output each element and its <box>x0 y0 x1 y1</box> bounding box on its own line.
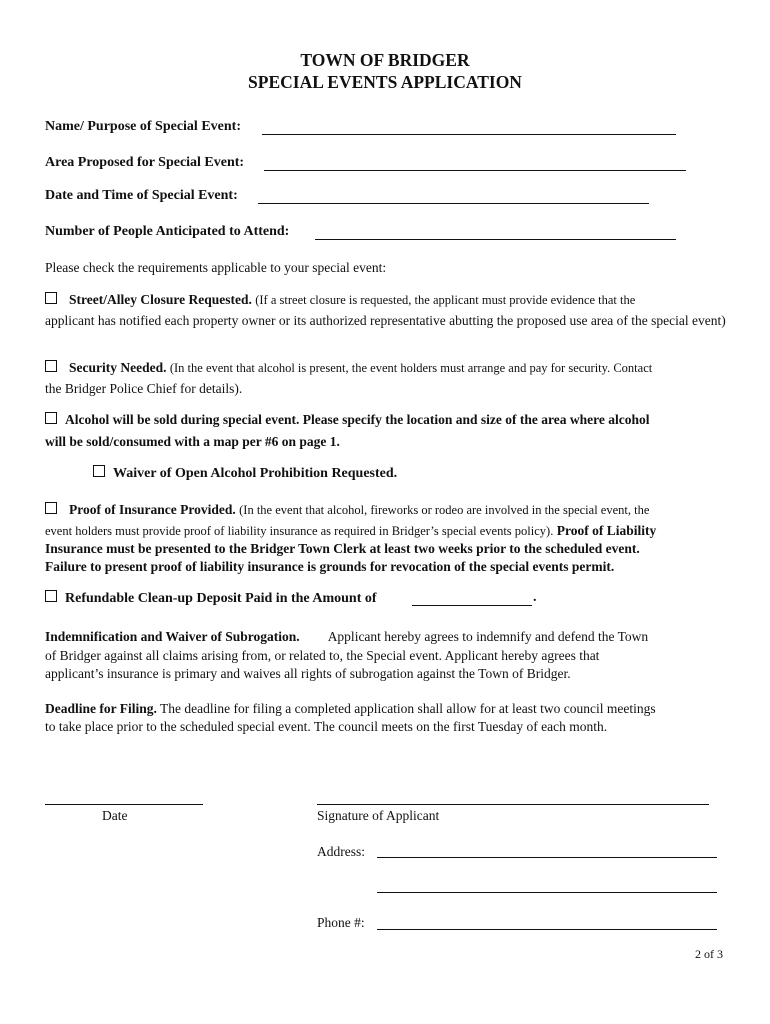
security-item <box>45 359 727 377</box>
deposit-item <box>45 590 377 607</box>
date-label: Date <box>102 808 128 823</box>
instructions-text: Please check the requirements applicable to your special event: <box>45 260 387 275</box>
insurance-detail-b: event holders must provide proof of liability insurance as required in Bridger’s special events policy). <box>45 524 554 538</box>
street-closure-label: Street/Alley Closure Requested. <box>69 292 252 307</box>
security-detail-a: (In the event that alcohol is present, the event holders must arrange and pay for security. Contact <box>169 361 653 375</box>
area-label: Area Proposed for Special Event: <box>45 155 245 170</box>
insurance-bold-d: Failure to present proof of liability insurance is grounds for revocation of the special events permit. <box>45 559 615 574</box>
deadline-text-1: The deadline for filing a completed application shall allow for at least two council meetings <box>160 701 656 716</box>
applicant-signature-line[interactable] <box>317 804 709 805</box>
deadline-text-2: to take place prior to the scheduled special event. The council meets on the first Tuesday of each month. <box>45 719 608 734</box>
waiver-item <box>93 465 397 482</box>
title-line-2: SPECIAL EVENTS APPLICATION <box>248 72 522 92</box>
name-purpose-label: Name/ Purpose of Special Event: <box>45 119 241 134</box>
alcohol-item <box>45 411 727 429</box>
date-time-label: Date and Time of Special Event: <box>45 188 238 203</box>
insurance-bold-b: Proof of Liability <box>556 523 657 538</box>
security-checkbox[interactable] <box>45 360 57 372</box>
address-label: Address: <box>317 844 365 859</box>
num-people-label: Number of People Anticipated to Attend: <box>45 224 290 239</box>
page-number: 2 of 3 <box>695 947 723 961</box>
street-closure-detail-b: applicant has notified each property owner or its authorized representative abutting the proposed use area of the special event) <box>45 313 726 328</box>
phone-label: Phone #: <box>317 915 365 930</box>
date-signature-line[interactable] <box>45 804 203 805</box>
insurance-bold-c: Insurance must be presented to the Bridger Town Clerk at least two weeks prior to the scheduled event. <box>45 541 640 556</box>
deposit-checkbox[interactable] <box>45 590 57 602</box>
deadline-heading: Deadline for Filing. <box>45 701 157 716</box>
deposit-label: Refundable Clean-up Deposit Paid in the Amount of <box>65 591 377 606</box>
deadline-line-1 <box>45 700 727 718</box>
title-line-1: TOWN OF BRIDGER <box>300 50 470 70</box>
waiver-label: Waiver of Open Alcohol Prohibition Requested. <box>113 466 398 481</box>
insurance-detail-a: (In the event that alcohol, fireworks or rodeo are involved in the special event, the <box>239 503 650 517</box>
street-closure-checkbox[interactable] <box>45 292 57 304</box>
alcohol-label-b: will be sold/consumed with a map per #6 on page 1. <box>45 434 340 449</box>
street-closure-detail-a: (If a street closure is requested, the applicant must provide evidence that the <box>255 293 636 307</box>
alcohol-label-a: Alcohol will be sold during special event. Please specify the location and size of the area where alcohol <box>65 412 650 427</box>
name-purpose-input-line[interactable] <box>262 134 676 135</box>
indemnification-text-2: of Bridger against all claims arising from, or related to, the Special event. Applicant hereby agrees that <box>45 648 600 663</box>
indemnification-text-1: Applicant hereby agrees to indemnify and defend the Town <box>327 629 649 644</box>
address-line-2[interactable] <box>377 892 717 893</box>
security-detail-b: the Bridger Police Chief for details). <box>45 381 243 396</box>
waiver-checkbox[interactable] <box>93 465 105 477</box>
street-closure-item <box>45 291 727 309</box>
phone-line[interactable] <box>377 929 717 930</box>
deposit-amount-line[interactable] <box>412 605 532 606</box>
signature-label: Signature of Applicant <box>317 808 440 823</box>
insurance-label: Proof of Insurance Provided. <box>69 502 236 517</box>
deposit-period: . <box>533 590 537 605</box>
alcohol-checkbox[interactable] <box>45 412 57 424</box>
num-people-input-line[interactable] <box>315 239 676 240</box>
area-input-line[interactable] <box>264 170 686 171</box>
indemnification-line-1 <box>45 628 727 646</box>
insurance-line-b <box>45 522 727 540</box>
address-line-1[interactable] <box>377 857 717 858</box>
insurance-item <box>45 501 727 519</box>
indemnification-text-3: applicant’s insurance is primary and waives all rights of subrogation against the Town of Bridger. <box>45 666 571 681</box>
indemnification-heading: Indemnification and Waiver of Subrogation. <box>45 629 300 644</box>
security-label: Security Needed. <box>69 360 167 375</box>
insurance-checkbox[interactable] <box>45 502 57 514</box>
date-time-input-line[interactable] <box>258 203 649 204</box>
